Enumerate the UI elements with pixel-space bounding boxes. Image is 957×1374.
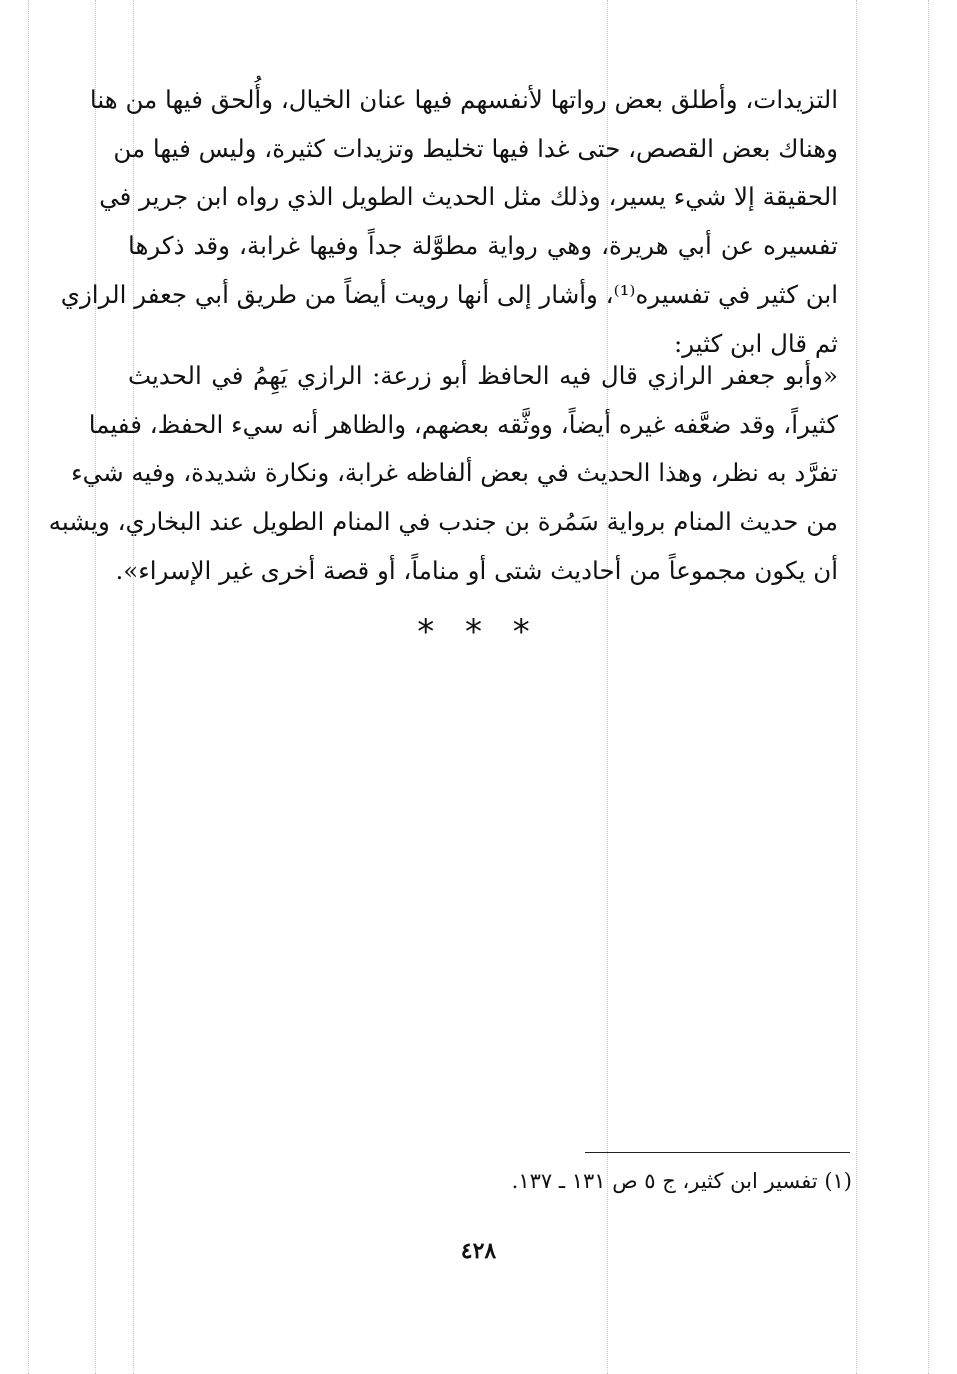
paragraph-line: أن يكون مجموعاً من أحاديث شتى أو مناماً، أو قصة أخرى غير الإسراء».: [115, 555, 838, 585]
paragraph-line: ثم قال ابن كثير:: [674, 328, 838, 358]
paragraph-line: من حديث المنام برواية سَمُرة بن جندب في المنام الطويل عند البخاري، ويشبه: [48, 507, 838, 537]
paragraph-line: كثيراً، وقد ضعَّفه غيره أيضاً، ووثَّقه بعضهم، والظاهر أنه سيء الحفظ، ففيما: [88, 409, 838, 439]
paragraph-line: الحقيقة إلا شيء يسير، وذلك مثل الحديث الطويل الذي رواه ابن جرير في: [99, 182, 838, 212]
paragraph-line: التزيدات، وأطلق بعض رواتها لأنفسهم فيها عنان الخيال، وأُلحق فيها من هنا: [89, 85, 838, 114]
footnote-divider: [585, 1152, 850, 1153]
paragraph-line: تفرَّد به نظر، وهذا الحديث في بعض ألفاظه غرابة، ونكارة شديدة، وفيه شيء: [71, 458, 838, 488]
paragraph-line: تفسيره عن أبي هريرة، وهي رواية مطوَّلة جداً وفيها غرابة، وقد ذكرها: [128, 231, 838, 261]
quoted-paragraph: [48, 352, 838, 596]
paragraph-line: وهناك بعض القصص، حتى غدا فيها تخليط وتزيدات كثيرة، وليس فيها من: [113, 133, 838, 163]
section-separator: * * *: [417, 612, 540, 652]
page-number: ٤٢٨: [460, 1238, 497, 1264]
paragraph-line: «وأبو جعفر الرازي قال فيه الحافظ أبو زرعة: الرازي يَهِمُ في الحديث: [128, 361, 838, 390]
paragraph-line: ابن كثير في تفسيره⁽¹⁾، وأشار إلى أنها رويت أيضاً من طريق أبي جعفر الرازي: [60, 279, 838, 309]
body-paragraph-1: [60, 76, 838, 368]
footnote: (١) تفسير ابن كثير، ج ٥ ص ١٣١ ـ ١٣٧.: [511, 1169, 852, 1193]
